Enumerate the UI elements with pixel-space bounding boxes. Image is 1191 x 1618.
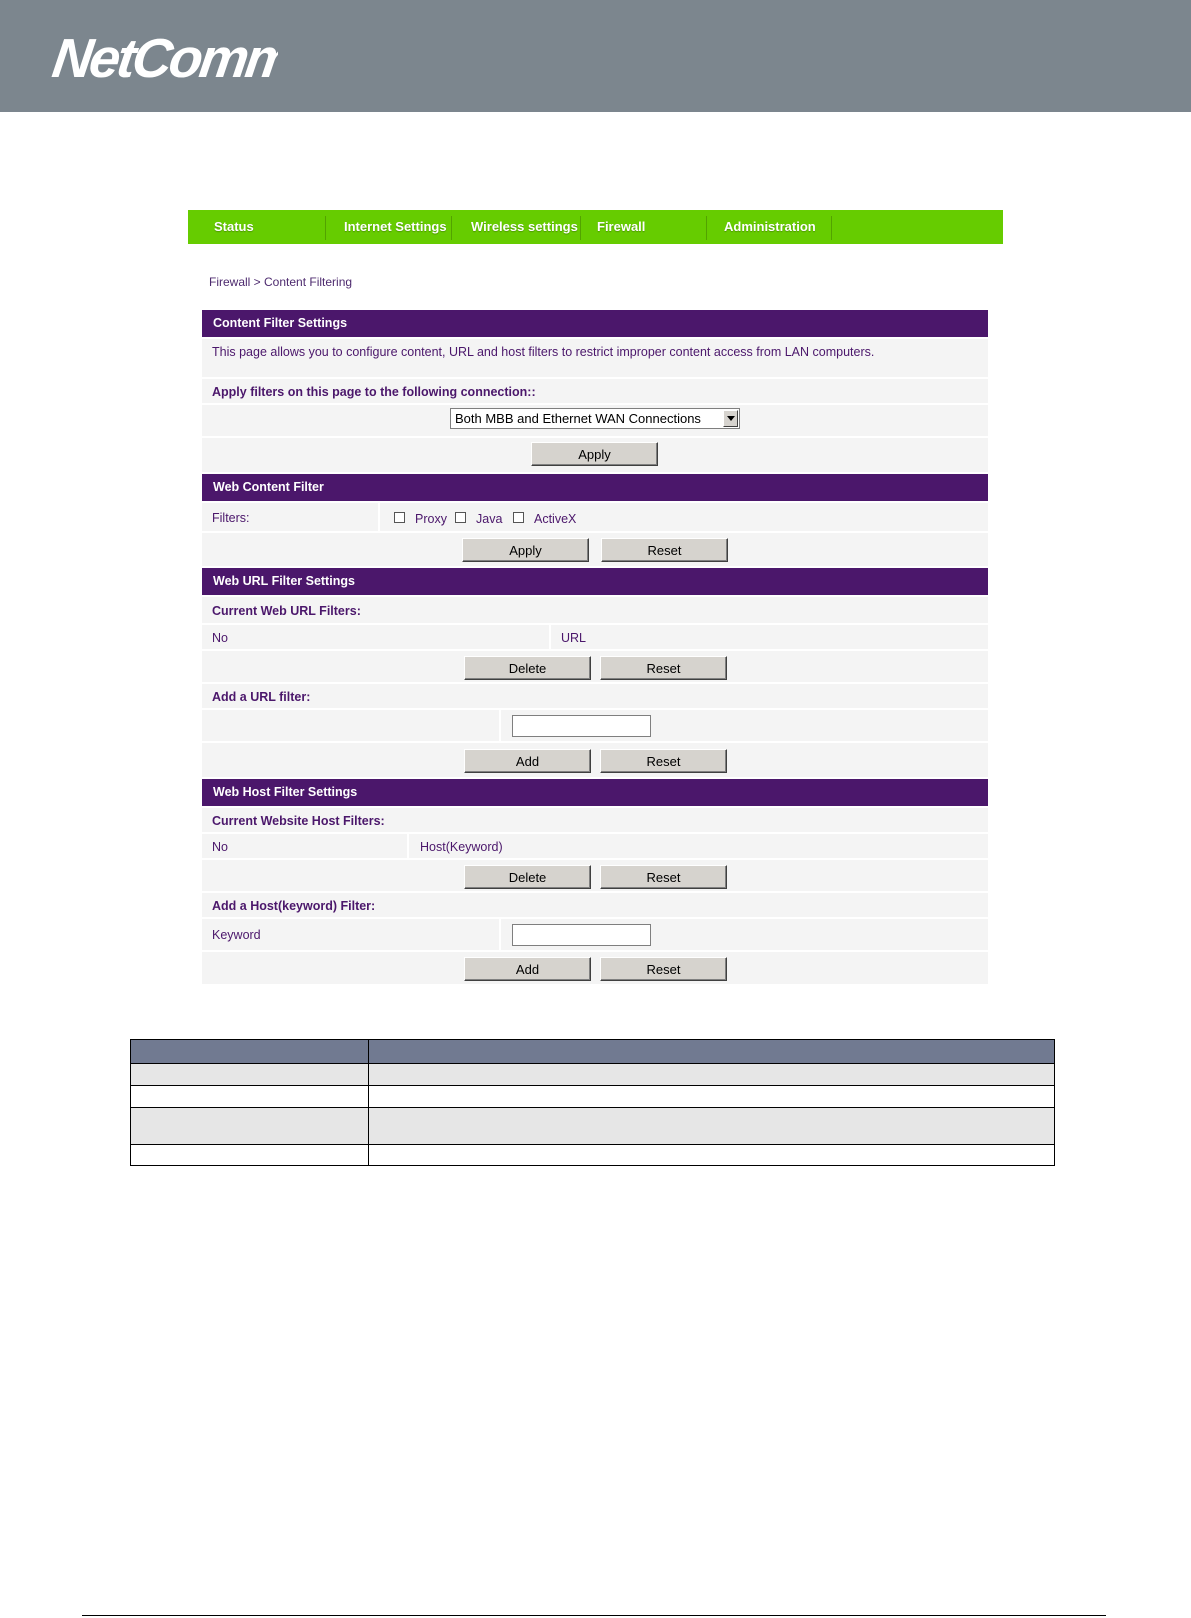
activex-label: ActiveX <box>534 512 577 526</box>
host-delete-row <box>202 860 988 893</box>
host-table-header-row <box>202 834 988 860</box>
table-header-cell <box>369 1040 1055 1064</box>
top-nav <box>188 210 1003 244</box>
table-cell <box>369 1108 1055 1145</box>
host-add-button[interactable]: Add <box>464 957 591 981</box>
web-content-reset-button[interactable]: Reset <box>601 538 728 562</box>
description-row <box>202 339 988 379</box>
host-col-no: No <box>212 840 228 854</box>
description-table <box>130 1039 1055 1166</box>
page-header <box>0 0 1191 112</box>
table-cell <box>131 1108 369 1145</box>
cell-divider <box>499 710 501 741</box>
url-col-url: URL <box>561 631 587 645</box>
host-current-label: Current Website Host Filters: <box>212 814 385 828</box>
url-current-label: Current Web URL Filters: <box>212 604 361 618</box>
connection-label: Apply filters on this page to the following connection:: <box>212 385 536 399</box>
breadcrumb: Firewall > Content Filtering <box>209 275 353 289</box>
nav-wireless-settings[interactable]: Wireless settings <box>471 219 578 234</box>
nav-divider <box>706 216 707 240</box>
page-description: This page allows you to configure content, URL and host filters to restrict improper content access from LAN computers. <box>212 345 875 359</box>
url-filter-heading: Web URL Filter Settings <box>202 568 988 597</box>
connection-select-value: Both MBB and Ethernet WAN Connections <box>455 411 701 426</box>
url-col-no: No <box>212 631 228 645</box>
url-add-button[interactable]: Add <box>464 749 591 773</box>
url-filter-input[interactable] <box>512 715 651 737</box>
svg-text:NetComm: NetComm <box>48 27 278 84</box>
url-reset-button[interactable]: Reset <box>600 656 727 680</box>
content-filter-heading: Content Filter Settings <box>202 310 988 339</box>
host-add-heading-row <box>202 893 988 919</box>
connection-select[interactable] <box>450 408 740 429</box>
web-content-apply-button[interactable]: Apply <box>462 538 589 562</box>
nav-internet-settings[interactable]: Internet Settings <box>344 219 447 234</box>
host-keyword-input[interactable] <box>512 924 651 946</box>
nav-divider <box>831 216 832 240</box>
host-col-keyword: Host(Keyword) <box>420 840 503 854</box>
nav-divider <box>580 216 581 240</box>
java-checkbox[interactable] <box>455 512 466 523</box>
table-row <box>131 1145 1055 1166</box>
host-add-heading: Add a Host(keyword) Filter: <box>212 899 376 913</box>
filters-row <box>202 503 988 533</box>
web-content-filter-heading: Web Content Filter <box>202 474 988 503</box>
nav-status[interactable]: Status <box>214 219 254 234</box>
filters-label: Filters: <box>212 511 250 525</box>
table-row <box>131 1108 1055 1145</box>
host-delete-button[interactable]: Delete <box>464 865 591 889</box>
host-keyword-row <box>202 919 988 952</box>
table-cell <box>369 1064 1055 1086</box>
host-add-row <box>202 952 988 986</box>
table-cell <box>369 1145 1055 1166</box>
connection-apply-button[interactable]: Apply <box>531 442 658 466</box>
host-filter-heading: Web Host Filter Settings <box>202 779 988 808</box>
table-cell <box>131 1086 369 1108</box>
activex-checkbox[interactable] <box>513 512 524 523</box>
url-current-row <box>202 597 988 625</box>
chevron-down-icon[interactable] <box>723 410 738 427</box>
host-reset-button[interactable]: Reset <box>600 865 727 889</box>
connection-select-row <box>202 405 988 438</box>
url-add-heading-row <box>202 684 988 710</box>
footer-divider <box>82 1615 1106 1616</box>
content-filtering-panel <box>202 310 988 986</box>
host-add-reset-button[interactable]: Reset <box>600 957 727 981</box>
url-table-header-row <box>202 625 988 651</box>
cell-divider <box>549 625 551 649</box>
connection-apply-row <box>202 438 988 474</box>
table-row <box>131 1086 1055 1108</box>
url-delete-row <box>202 651 988 684</box>
table-header-cell <box>131 1040 369 1064</box>
keyword-label: Keyword <box>212 928 261 942</box>
cell-divider <box>407 834 409 858</box>
connection-label-row <box>202 379 988 405</box>
web-content-buttons-row <box>202 533 988 568</box>
host-current-row <box>202 808 988 834</box>
proxy-label: Proxy <box>415 512 447 526</box>
netcomm-logo <box>48 24 278 89</box>
nav-divider <box>325 216 326 240</box>
table-cell <box>131 1145 369 1166</box>
nav-divider <box>451 216 452 240</box>
nav-administration[interactable]: Administration <box>724 219 816 234</box>
cell-divider <box>499 919 501 950</box>
table-header-row <box>131 1040 1055 1064</box>
url-input-row <box>202 710 988 743</box>
table-cell <box>131 1064 369 1086</box>
java-label: Java <box>476 512 503 526</box>
url-add-heading: Add a URL filter: <box>212 690 311 704</box>
url-add-reset-button[interactable]: Reset <box>600 749 727 773</box>
proxy-checkbox[interactable] <box>394 512 405 523</box>
table-row <box>131 1064 1055 1086</box>
table-cell <box>369 1086 1055 1108</box>
url-add-row <box>202 743 988 779</box>
cell-divider <box>378 503 380 531</box>
url-delete-button[interactable]: Delete <box>464 656 591 680</box>
nav-firewall[interactable]: Firewall <box>597 219 646 234</box>
